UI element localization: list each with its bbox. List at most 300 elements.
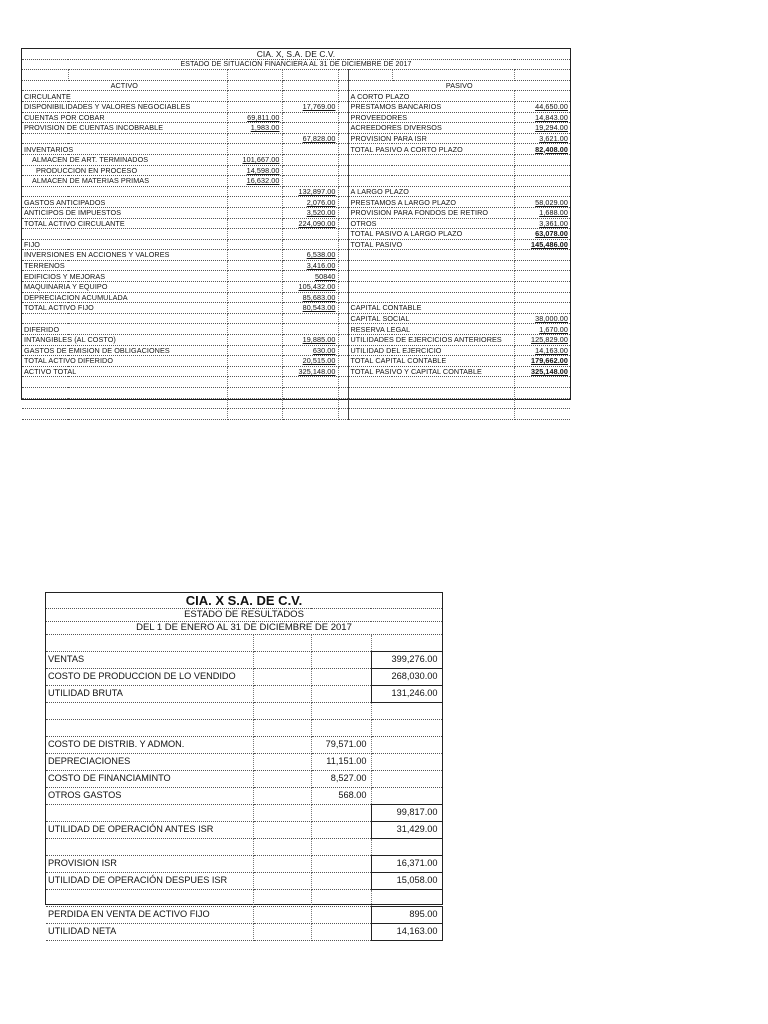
activo-amount	[282, 123, 338, 134]
balance-row	[22, 271, 570, 282]
activo-subamount	[227, 366, 282, 377]
column-separator	[338, 112, 348, 123]
pasivo-label: PROVISION PARA FONDOS DE RETIRO	[348, 207, 514, 218]
pasivo-label	[348, 260, 514, 271]
income-col-b: 8,527.00	[311, 771, 371, 788]
income-row	[46, 873, 442, 890]
income-row	[46, 754, 442, 771]
activo-subamount: 69,811.00	[227, 112, 282, 123]
income-label	[46, 720, 253, 737]
activo-label: EDIFICIOS Y MEJORAS	[22, 271, 227, 282]
pasivo-amount: 19,294.00	[514, 123, 570, 134]
activo-label	[22, 377, 227, 388]
pasivo-amount	[514, 282, 570, 293]
balance-row	[22, 398, 570, 409]
activo-header: ACTIVO	[22, 80, 227, 91]
pasivo-amount	[514, 398, 570, 409]
pasivo-amount: 58,029.00	[514, 197, 570, 208]
income-col-a	[253, 635, 311, 652]
column-separator	[338, 165, 348, 176]
pasivo-label: UTILIDAD DEL EJERCICIO	[348, 345, 514, 356]
activo-subamount	[227, 239, 282, 250]
activo-label: DEPRECIACION ACUMULADA	[22, 292, 227, 303]
pasivo-amount	[514, 250, 570, 261]
activo-amount	[282, 154, 338, 165]
activo-label: MAQUINARIA Y EQUIPO	[22, 282, 227, 293]
pasivo-label	[348, 176, 514, 187]
balance-row	[22, 388, 570, 399]
income-label: COSTO DE PRODUCCION DE LO VENDIDO	[46, 669, 253, 686]
balance-row	[22, 165, 570, 176]
income-col-a	[253, 822, 311, 839]
income-amount: 399,276.00	[371, 652, 442, 669]
pasivo-label: TOTAL PASIVO Y CAPITAL CONTABLE	[348, 366, 514, 377]
activo-amount: 19,885.00	[282, 335, 338, 346]
pasivo-label: PRESTAMOS A LARGO PLAZO	[348, 197, 514, 208]
pasivo-amount: 1,670.00	[514, 324, 570, 335]
income-row	[46, 805, 442, 822]
column-separator	[338, 207, 348, 218]
income-subtitle: ESTADO DE RESULTADOS	[46, 609, 442, 622]
income-row	[46, 669, 442, 686]
income-row	[46, 652, 442, 669]
activo-subamount	[227, 133, 282, 144]
activo-subamount	[227, 398, 282, 409]
activo-subamount	[227, 335, 282, 346]
income-col-b	[311, 873, 371, 890]
pasivo-label	[348, 282, 514, 293]
income-label: PERDIDA EN VENTA DE ACTIVO FIJO	[46, 907, 253, 924]
balance-row	[22, 101, 570, 112]
activo-label	[22, 313, 227, 324]
income-col-a	[253, 788, 311, 805]
balance-row	[22, 133, 570, 144]
pasivo-label: TOTAL PASIVO A LARGO PLAZO	[348, 229, 514, 240]
column-separator	[338, 91, 348, 102]
pasivo-label: CAPITAL SOCIAL	[348, 313, 514, 324]
pasivo-amount	[514, 186, 570, 197]
income-col-a	[253, 652, 311, 669]
column-separator	[338, 229, 348, 240]
pasivo-amount: 145,486.00	[514, 239, 570, 250]
balance-row	[22, 324, 570, 335]
activo-subamount	[227, 207, 282, 218]
pasivo-amount: 63,078.00	[514, 229, 570, 240]
activo-subamount: 16,632.00	[227, 176, 282, 187]
income-col-b	[311, 703, 371, 720]
activo-label: CIRCULANTE	[22, 91, 227, 102]
income-amount	[371, 720, 442, 737]
activo-subamount	[227, 218, 282, 229]
activo-amount: 224,090.00	[282, 218, 338, 229]
pasivo-amount	[514, 409, 570, 420]
activo-label: DISPONIBILIDADES Y VALORES NEGOCIABLES	[22, 101, 227, 112]
pasivo-amount: 3,361.00	[514, 218, 570, 229]
balance-sheet	[21, 48, 571, 400]
column-separator	[338, 292, 348, 303]
income-col-a	[253, 805, 311, 822]
activo-amount: 50840	[282, 271, 338, 282]
income-col-b	[311, 822, 371, 839]
income-col-a	[253, 907, 311, 924]
activo-label: GASTOS DE EMISION DE OBLIGACIONES	[22, 345, 227, 356]
activo-subamount	[227, 229, 282, 240]
column-separator	[338, 398, 348, 409]
income-row	[46, 635, 442, 652]
pasivo-amount	[514, 260, 570, 271]
pasivo-amount	[514, 91, 570, 102]
activo-subamount	[227, 324, 282, 335]
pasivo-label	[348, 292, 514, 303]
balance-row	[22, 123, 570, 134]
activo-label: INVENTARIOS	[22, 144, 227, 155]
income-col-a	[253, 669, 311, 686]
income-col-a	[253, 856, 311, 873]
column-separator	[338, 144, 348, 155]
activo-amount	[282, 91, 338, 102]
income-amount	[371, 737, 442, 754]
pasivo-label	[348, 409, 514, 420]
income-col-b	[311, 890, 371, 907]
income-row	[46, 686, 442, 703]
income-label: VENTAS	[46, 652, 253, 669]
income-row	[46, 720, 442, 737]
activo-label	[22, 133, 227, 144]
column-separator	[338, 409, 348, 420]
income-amount: 131,246.00	[371, 686, 442, 703]
activo-subamount	[227, 356, 282, 367]
activo-label: DIFERIDO	[22, 324, 227, 335]
activo-label: TOTAL ACTIVO CIRCULANTE	[22, 218, 227, 229]
activo-label: TERRENOS	[22, 260, 227, 271]
activo-amount: 630.00	[282, 345, 338, 356]
income-col-b	[311, 635, 371, 652]
balance-sheet-table	[22, 49, 570, 420]
column-separator	[338, 335, 348, 346]
income-row	[46, 788, 442, 805]
activo-amount: 6,538.00	[282, 250, 338, 261]
activo-label: PROVISION DE CUENTAS INCOBRABLE	[22, 123, 227, 134]
column-separator	[338, 366, 348, 377]
income-col-b: 79,571.00	[311, 737, 371, 754]
income-statement	[45, 592, 443, 937]
balance-section-headers	[22, 80, 570, 91]
balance-company-row	[22, 49, 570, 59]
column-separator	[338, 271, 348, 282]
activo-amount	[282, 398, 338, 409]
column-separator	[338, 282, 348, 293]
pasivo-amount: 179,662.00	[514, 356, 570, 367]
balance-company: CIA. X, S.A. DE C.V.	[22, 49, 570, 59]
column-separator	[338, 377, 348, 388]
income-row	[46, 856, 442, 873]
income-amount	[371, 635, 442, 652]
activo-label	[22, 388, 227, 399]
income-col-b	[311, 839, 371, 856]
balance-row	[22, 91, 570, 102]
column-separator	[338, 303, 348, 314]
pasivo-label: CAPITAL CONTABLE	[348, 303, 514, 314]
income-row	[46, 839, 442, 856]
pasivo-amount: 325,148.00	[514, 366, 570, 377]
income-label: UTILIDAD DE OPERACIÓN DESPUES ISR	[46, 873, 253, 890]
income-label: OTROS GASTOS	[46, 788, 253, 805]
income-col-a	[253, 720, 311, 737]
pasivo-amount	[514, 303, 570, 314]
activo-subamount: 1,983.00	[227, 123, 282, 134]
income-col-a	[253, 924, 311, 941]
income-company-row	[46, 593, 442, 609]
income-col-b	[311, 907, 371, 924]
column-separator	[338, 313, 348, 324]
pasivo-label: OTROS	[348, 218, 514, 229]
pasivo-amount: 125,829.00	[514, 335, 570, 346]
income-amount	[371, 788, 442, 805]
activo-label: GASTOS ANTICIPADOS	[22, 197, 227, 208]
pasivo-amount: 82,408.00	[514, 144, 570, 155]
activo-amount: 80,543.00	[282, 303, 338, 314]
income-amount: 895.00	[371, 907, 442, 924]
activo-subamount	[227, 377, 282, 388]
pasivo-label: TOTAL PASIVO	[348, 239, 514, 250]
column-separator	[338, 239, 348, 250]
balance-row	[22, 176, 570, 187]
income-row	[46, 822, 442, 839]
pasivo-amount: 44,650.00	[514, 101, 570, 112]
income-col-b	[311, 686, 371, 703]
balance-row	[22, 282, 570, 293]
income-label: COSTO DE FINANCIAMINTO	[46, 771, 253, 788]
balance-blank-row	[22, 70, 570, 81]
pasivo-label: PROVEEDORES	[348, 112, 514, 123]
activo-subamount	[227, 91, 282, 102]
activo-amount	[282, 409, 338, 420]
income-row	[46, 907, 442, 924]
income-row	[46, 737, 442, 754]
income-col-b: 11,151.00	[311, 754, 371, 771]
income-label	[46, 890, 253, 907]
column-separator	[338, 324, 348, 335]
column-separator	[338, 176, 348, 187]
pasivo-amount: 38,000.00	[514, 313, 570, 324]
activo-label	[22, 409, 227, 420]
balance-row	[22, 260, 570, 271]
balance-row	[22, 218, 570, 229]
activo-amount	[282, 377, 338, 388]
income-label: UTILIDAD BRUTA	[46, 686, 253, 703]
activo-subamount	[227, 144, 282, 155]
income-amount	[371, 771, 442, 788]
activo-amount: 20,515.00	[282, 356, 338, 367]
income-amount	[371, 839, 442, 856]
balance-row	[22, 186, 570, 197]
activo-amount: 2,076.00	[282, 197, 338, 208]
activo-amount: 67,828.00	[282, 133, 338, 144]
activo-amount	[282, 229, 338, 240]
pasivo-label: TOTAL CAPITAL CONTABLE	[348, 356, 514, 367]
activo-label: ANTICIPOS DE IMPUESTOS	[22, 207, 227, 218]
income-col-a	[253, 839, 311, 856]
income-label	[46, 703, 253, 720]
pasivo-amount	[514, 165, 570, 176]
pasivo-label	[348, 250, 514, 261]
activo-label: ALMACEN DE ART. TERMINADOS	[22, 154, 227, 165]
activo-amount	[282, 176, 338, 187]
column-separator	[338, 345, 348, 356]
activo-amount	[282, 165, 338, 176]
balance-subtitle-row	[22, 59, 570, 70]
income-col-a	[253, 771, 311, 788]
pasivo-amount: 14,843.00	[514, 112, 570, 123]
activo-amount	[282, 388, 338, 399]
income-col-b: 568.00	[311, 788, 371, 805]
income-row	[46, 771, 442, 788]
income-label: PROVISION ISR	[46, 856, 253, 873]
pasivo-label	[348, 165, 514, 176]
activo-amount	[282, 324, 338, 335]
income-label	[46, 839, 253, 856]
activo-amount: 105,432.00	[282, 282, 338, 293]
income-statement-table	[46, 593, 443, 941]
income-col-a	[253, 873, 311, 890]
column-separator	[338, 388, 348, 399]
activo-subamount	[227, 409, 282, 420]
activo-subamount	[227, 345, 282, 356]
pasivo-label: PRESTAMOS BANCARIOS	[348, 101, 514, 112]
balance-row	[22, 303, 570, 314]
pasivo-amount: 1,688.00	[514, 207, 570, 218]
column-separator	[338, 101, 348, 112]
pasivo-label: ACREEDORES DIVERSOS	[348, 123, 514, 134]
income-company: CIA. X S.A. DE C.V.	[46, 593, 442, 609]
activo-label: FIJO	[22, 239, 227, 250]
activo-label: TOTAL ACTIVO FIJO	[22, 303, 227, 314]
income-row	[46, 924, 442, 941]
pasivo-amount	[514, 377, 570, 388]
income-col-b	[311, 856, 371, 873]
activo-subamount	[227, 197, 282, 208]
pasivo-label: TOTAL PASIVO A CORTO PLAZO	[348, 144, 514, 155]
income-col-a	[253, 890, 311, 907]
balance-row	[22, 229, 570, 240]
activo-subamount	[227, 313, 282, 324]
activo-subamount	[227, 282, 282, 293]
pasivo-label	[348, 388, 514, 399]
balance-row	[22, 345, 570, 356]
pasivo-label	[348, 271, 514, 282]
activo-label: INVERSIONES EN ACCIONES Y VALORES	[22, 250, 227, 261]
activo-subamount	[227, 303, 282, 314]
balance-row	[22, 335, 570, 346]
income-amount	[371, 703, 442, 720]
income-amount: 14,163.00	[371, 924, 442, 941]
activo-label: TOTAL ACTIVO DIFERIDO	[22, 356, 227, 367]
column-separator	[338, 218, 348, 229]
income-amount: 99,817.00	[371, 805, 442, 822]
pasivo-label: A CORTO PLAZO	[348, 91, 514, 102]
balance-row	[22, 250, 570, 261]
income-col-a	[253, 686, 311, 703]
activo-subamount	[227, 250, 282, 261]
column-separator	[338, 197, 348, 208]
income-row	[46, 703, 442, 720]
income-col-b	[311, 805, 371, 822]
income-amount	[371, 754, 442, 771]
column-separator	[338, 186, 348, 197]
activo-amount	[282, 144, 338, 155]
income-period: DEL 1 DE ENERO AL 31 DE DICIEMBRE DE 2017	[46, 622, 442, 635]
income-subtitle-row	[46, 609, 442, 622]
activo-label	[22, 398, 227, 409]
pasivo-amount	[514, 176, 570, 187]
pasivo-amount	[514, 388, 570, 399]
activo-label: ALMACEN DE MATERIAS PRIMAS	[22, 176, 227, 187]
income-col-b	[311, 720, 371, 737]
income-amount	[371, 890, 442, 907]
pasivo-amount	[514, 154, 570, 165]
pasivo-label: RESERVA LEGAL	[348, 324, 514, 335]
balance-subtitle: ESTADO DE SITUACION FINANCIERA AL 31 DE DICIEMBRE DE 2017	[22, 59, 570, 70]
income-col-b	[311, 652, 371, 669]
activo-subamount	[227, 388, 282, 399]
income-row	[46, 890, 442, 907]
activo-subamount	[227, 101, 282, 112]
balance-row	[22, 292, 570, 303]
income-amount: 31,429.00	[371, 822, 442, 839]
pasivo-amount	[514, 292, 570, 303]
activo-amount: 325,148.00	[282, 366, 338, 377]
pasivo-label	[348, 398, 514, 409]
balance-row	[22, 239, 570, 250]
balance-row	[22, 144, 570, 155]
income-amount: 15,058.00	[371, 873, 442, 890]
balance-row	[22, 154, 570, 165]
column-separator	[338, 154, 348, 165]
activo-label	[22, 186, 227, 197]
income-label	[46, 635, 253, 652]
pasivo-amount	[514, 271, 570, 282]
column-separator	[338, 250, 348, 261]
income-label: DEPRECIACIONES	[46, 754, 253, 771]
pasivo-header: PASIVO	[348, 80, 570, 91]
column-separator	[338, 356, 348, 367]
pasivo-amount: 14,163.00	[514, 345, 570, 356]
income-col-a	[253, 703, 311, 720]
activo-amount: 3,416.00	[282, 260, 338, 271]
activo-amount: 3,520.00	[282, 207, 338, 218]
income-label: UTILIDAD NETA	[46, 924, 253, 941]
activo-subamount	[227, 260, 282, 271]
income-label: UTILIDAD DE OPERACIÓN ANTES ISR	[46, 822, 253, 839]
activo-label: PRODUCCION EN PROCESO	[22, 165, 227, 176]
balance-row	[22, 313, 570, 324]
income-col-b	[311, 669, 371, 686]
activo-amount	[282, 239, 338, 250]
activo-amount: 132,897.00	[282, 186, 338, 197]
income-period-row	[46, 622, 442, 635]
pasivo-label: UTILIDADES DE EJERCICIOS ANTERIORES	[348, 335, 514, 346]
income-label: COSTO DE DISTRIB. Y ADMON.	[46, 737, 253, 754]
income-col-a	[253, 737, 311, 754]
activo-amount	[282, 313, 338, 324]
income-col-b	[311, 924, 371, 941]
income-col-a	[253, 754, 311, 771]
activo-amount: 85,683.00	[282, 292, 338, 303]
activo-label: CUENTAS POR COBAR	[22, 112, 227, 123]
pasivo-label: A LARGO PLAZO	[348, 186, 514, 197]
income-amount: 16,371.00	[371, 856, 442, 873]
balance-row	[22, 112, 570, 123]
